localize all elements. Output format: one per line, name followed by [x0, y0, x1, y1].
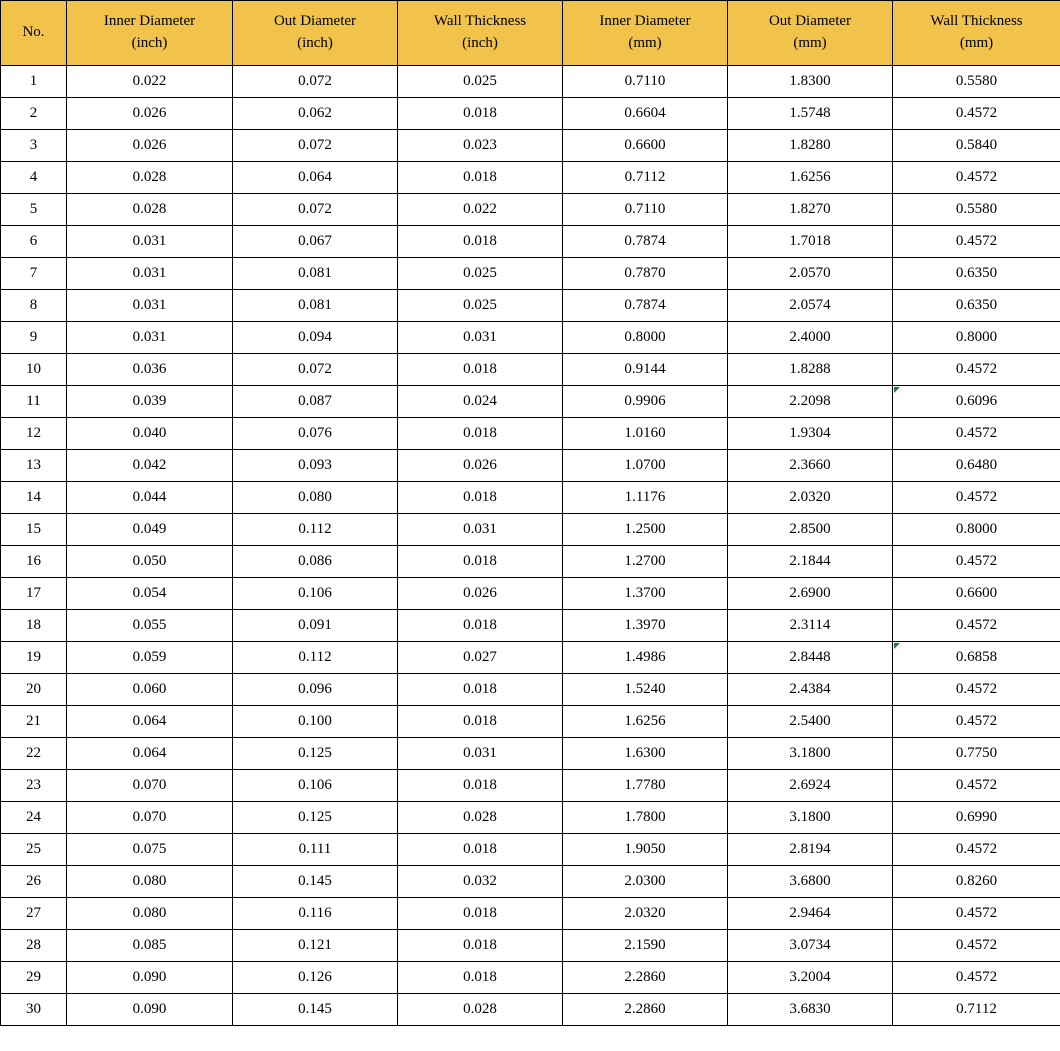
column-header-label: Out Diameter	[273, 13, 357, 30]
column-header-label: Wall Thickness	[433, 13, 527, 30]
value-cell: 0.106	[233, 578, 398, 610]
row-number-cell: 28	[1, 930, 67, 962]
column-header-label: No.	[22, 24, 45, 41]
row-number-cell: 7	[1, 258, 67, 290]
value-cell: 0.072	[233, 66, 398, 98]
table-row	[1, 834, 1060, 866]
value-cell: 0.7112	[563, 162, 728, 194]
value-cell: 0.093	[233, 450, 398, 482]
value-cell: 0.064	[67, 706, 233, 738]
table-row	[1, 962, 1060, 994]
row-number-cell: 22	[1, 738, 67, 770]
value-cell: 0.018	[398, 226, 563, 258]
value-cell: 0.044	[67, 482, 233, 514]
value-cell: 2.0320	[728, 482, 893, 514]
value-cell: 0.050	[67, 546, 233, 578]
value-cell: 2.9464	[728, 898, 893, 930]
value-cell: 0.126	[233, 962, 398, 994]
value-cell: 0.4572	[893, 482, 1060, 514]
value-cell: 0.031	[67, 258, 233, 290]
value-cell: 1.0700	[563, 450, 728, 482]
value-cell: 0.6600	[563, 130, 728, 162]
value-cell: 0.022	[398, 194, 563, 226]
value-cell: 0.018	[398, 674, 563, 706]
value-cell: 1.6256	[728, 162, 893, 194]
value-cell: 1.8270	[728, 194, 893, 226]
value-cell: 0.028	[398, 802, 563, 834]
value-cell: 0.031	[398, 738, 563, 770]
column-header-no	[1, 1, 67, 66]
value-cell: 2.3114	[728, 610, 893, 642]
value-cell: 0.8000	[563, 322, 728, 354]
value-cell: 0.4572	[893, 546, 1060, 578]
value-cell: 1.6256	[563, 706, 728, 738]
column-header-unit: (inch)	[131, 35, 168, 51]
value-cell: 1.5748	[728, 98, 893, 130]
table-row	[1, 546, 1060, 578]
value-cell: 0.080	[67, 898, 233, 930]
column-header-unit: (inch)	[297, 35, 333, 51]
row-number-cell: 15	[1, 514, 67, 546]
value-cell: 0.6480	[893, 450, 1060, 482]
value-cell: 0.036	[67, 354, 233, 386]
table-row	[1, 770, 1060, 802]
column-header-out-diameter-mm	[728, 1, 893, 66]
value-cell: 2.4000	[728, 322, 893, 354]
value-cell: 0.075	[67, 834, 233, 866]
value-cell: 0.042	[67, 450, 233, 482]
row-number-cell: 10	[1, 354, 67, 386]
value-cell: 0.018	[398, 834, 563, 866]
row-number-cell: 1	[1, 66, 67, 98]
value-cell: 3.6800	[728, 866, 893, 898]
value-cell: 0.4572	[893, 98, 1060, 130]
value-cell: 0.067	[233, 226, 398, 258]
value-cell: 3.6830	[728, 994, 893, 1026]
value-cell: 1.7800	[563, 802, 728, 834]
table-row	[1, 130, 1060, 162]
value-cell: 0.031	[398, 322, 563, 354]
table-row	[1, 802, 1060, 834]
value-cell: 0.072	[233, 194, 398, 226]
value-cell: 0.022	[67, 66, 233, 98]
value-cell: 0.7112	[893, 994, 1060, 1026]
value-cell: 0.039	[67, 386, 233, 418]
table-row	[1, 514, 1060, 546]
value-cell: 2.2098	[728, 386, 893, 418]
value-cell: 1.0160	[563, 418, 728, 450]
value-cell: 0.086	[233, 546, 398, 578]
value-cell: 0.055	[67, 610, 233, 642]
value-cell: 0.025	[398, 258, 563, 290]
value-cell: 1.3700	[563, 578, 728, 610]
value-cell: 2.6924	[728, 770, 893, 802]
value-cell: 0.054	[67, 578, 233, 610]
table-row	[1, 578, 1060, 610]
value-cell: 0.081	[233, 258, 398, 290]
value-cell: 2.3660	[728, 450, 893, 482]
row-number-cell: 3	[1, 130, 67, 162]
value-cell: 0.4572	[893, 162, 1060, 194]
value-cell: 0.145	[233, 866, 398, 898]
value-cell: 0.026	[398, 578, 563, 610]
table-row	[1, 898, 1060, 930]
value-cell: 0.090	[67, 962, 233, 994]
value-cell: 0.059	[67, 642, 233, 674]
value-cell: 0.018	[398, 546, 563, 578]
value-cell: 0.125	[233, 802, 398, 834]
value-cell: 0.8000	[893, 514, 1060, 546]
value-cell: 0.076	[233, 418, 398, 450]
value-cell: 0.6600	[893, 578, 1060, 610]
value-cell: 0.040	[67, 418, 233, 450]
header-row	[1, 1, 1060, 66]
value-cell: 0.7110	[563, 66, 728, 98]
table-row	[1, 674, 1060, 706]
value-cell: 0.031	[398, 514, 563, 546]
value-cell: 0.031	[67, 290, 233, 322]
value-cell: 0.6096	[893, 386, 1060, 418]
value-cell: 1.5240	[563, 674, 728, 706]
column-header-label: Inner Diameter	[103, 13, 196, 30]
column-header-unit: (inch)	[462, 35, 498, 51]
row-number-cell: 12	[1, 418, 67, 450]
value-cell: 0.4572	[893, 354, 1060, 386]
value-cell: 0.6990	[893, 802, 1060, 834]
value-cell: 0.026	[67, 98, 233, 130]
value-cell: 1.9304	[728, 418, 893, 450]
value-cell: 3.1800	[728, 802, 893, 834]
value-cell: 0.5580	[893, 66, 1060, 98]
value-cell: 2.5400	[728, 706, 893, 738]
row-number-cell: 30	[1, 994, 67, 1026]
value-cell: 2.0300	[563, 866, 728, 898]
value-cell: 0.111	[233, 834, 398, 866]
table-row	[1, 162, 1060, 194]
table-row	[1, 642, 1060, 674]
table-row	[1, 66, 1060, 98]
table-row	[1, 322, 1060, 354]
value-cell: 0.018	[398, 610, 563, 642]
value-cell: 0.7870	[563, 258, 728, 290]
value-cell: 0.4572	[893, 674, 1060, 706]
value-cell: 0.7110	[563, 194, 728, 226]
value-cell: 0.4572	[893, 834, 1060, 866]
value-cell: 0.094	[233, 322, 398, 354]
value-cell: 0.018	[398, 770, 563, 802]
value-cell: 1.8288	[728, 354, 893, 386]
value-cell: 1.7780	[563, 770, 728, 802]
table-row	[1, 482, 1060, 514]
value-cell: 0.4572	[893, 930, 1060, 962]
value-cell: 0.018	[398, 930, 563, 962]
value-cell: 2.0570	[728, 258, 893, 290]
column-header-unit: (mm)	[959, 35, 994, 51]
value-cell: 0.091	[233, 610, 398, 642]
table-row	[1, 418, 1060, 450]
value-cell: 3.0734	[728, 930, 893, 962]
row-number-cell: 9	[1, 322, 67, 354]
table-row	[1, 226, 1060, 258]
value-cell: 0.018	[398, 418, 563, 450]
row-number-cell: 29	[1, 962, 67, 994]
value-cell: 0.4572	[893, 610, 1060, 642]
table-row	[1, 994, 1060, 1026]
value-cell: 0.028	[398, 994, 563, 1026]
value-cell: 0.6350	[893, 290, 1060, 322]
row-number-cell: 14	[1, 482, 67, 514]
value-cell: 0.018	[398, 162, 563, 194]
row-number-cell: 8	[1, 290, 67, 322]
value-cell: 0.072	[233, 130, 398, 162]
value-cell: 0.062	[233, 98, 398, 130]
value-cell: 0.064	[67, 738, 233, 770]
row-number-cell: 20	[1, 674, 67, 706]
value-cell: 0.028	[67, 162, 233, 194]
value-cell: 2.8448	[728, 642, 893, 674]
value-cell: 0.100	[233, 706, 398, 738]
value-cell: 0.8000	[893, 322, 1060, 354]
table-row	[1, 386, 1060, 418]
value-cell: 2.1844	[728, 546, 893, 578]
value-cell: 0.6604	[563, 98, 728, 130]
value-cell: 0.116	[233, 898, 398, 930]
row-number-cell: 27	[1, 898, 67, 930]
table-header	[1, 1, 1060, 66]
value-cell: 0.018	[398, 962, 563, 994]
value-cell: 2.8500	[728, 514, 893, 546]
value-cell: 0.6858	[893, 642, 1060, 674]
column-header-out-diameter-inch	[233, 1, 398, 66]
table-row	[1, 354, 1060, 386]
value-cell: 0.9144	[563, 354, 728, 386]
table-row	[1, 866, 1060, 898]
value-cell: 0.025	[398, 290, 563, 322]
row-number-cell: 17	[1, 578, 67, 610]
value-cell: 0.7750	[893, 738, 1060, 770]
value-cell: 2.8194	[728, 834, 893, 866]
value-cell: 1.2700	[563, 546, 728, 578]
row-number-cell: 18	[1, 610, 67, 642]
value-cell: 0.4572	[893, 706, 1060, 738]
row-number-cell: 13	[1, 450, 67, 482]
value-cell: 0.032	[398, 866, 563, 898]
value-cell: 0.026	[398, 450, 563, 482]
value-cell: 0.024	[398, 386, 563, 418]
value-cell: 0.8260	[893, 866, 1060, 898]
value-cell: 1.1176	[563, 482, 728, 514]
value-cell: 0.028	[67, 194, 233, 226]
value-cell: 0.7874	[563, 290, 728, 322]
value-cell: 0.4572	[893, 770, 1060, 802]
table-row	[1, 98, 1060, 130]
value-cell: 0.087	[233, 386, 398, 418]
value-cell: 0.031	[67, 226, 233, 258]
value-cell: 0.145	[233, 994, 398, 1026]
value-cell: 0.018	[398, 706, 563, 738]
row-number-cell: 6	[1, 226, 67, 258]
value-cell: 1.2500	[563, 514, 728, 546]
value-cell: 2.4384	[728, 674, 893, 706]
value-cell: 0.106	[233, 770, 398, 802]
value-cell: 0.7874	[563, 226, 728, 258]
value-cell: 2.0574	[728, 290, 893, 322]
value-cell: 0.031	[67, 322, 233, 354]
value-cell: 0.4572	[893, 226, 1060, 258]
value-cell: 2.6900	[728, 578, 893, 610]
value-cell: 0.080	[67, 866, 233, 898]
table-row	[1, 258, 1060, 290]
value-cell: 0.5840	[893, 130, 1060, 162]
value-cell: 0.9906	[563, 386, 728, 418]
value-cell: 3.1800	[728, 738, 893, 770]
column-header-inner-diameter-mm	[563, 1, 728, 66]
value-cell: 0.018	[398, 354, 563, 386]
value-cell: 0.018	[398, 482, 563, 514]
value-cell: 0.025	[398, 66, 563, 98]
row-number-cell: 25	[1, 834, 67, 866]
column-header-wall-thickness-inch	[398, 1, 563, 66]
row-number-cell: 11	[1, 386, 67, 418]
value-cell: 2.0320	[563, 898, 728, 930]
row-number-cell: 16	[1, 546, 67, 578]
value-cell: 0.027	[398, 642, 563, 674]
table-row	[1, 290, 1060, 322]
table-row	[1, 738, 1060, 770]
value-cell: 0.064	[233, 162, 398, 194]
value-cell: 0.072	[233, 354, 398, 386]
value-cell: 0.5580	[893, 194, 1060, 226]
row-number-cell: 5	[1, 194, 67, 226]
value-cell: 0.080	[233, 482, 398, 514]
value-cell: 0.121	[233, 930, 398, 962]
value-cell: 0.090	[67, 994, 233, 1026]
table-body	[1, 66, 1060, 1026]
value-cell: 1.4986	[563, 642, 728, 674]
value-cell: 0.070	[67, 802, 233, 834]
value-cell: 0.096	[233, 674, 398, 706]
value-cell: 1.9050	[563, 834, 728, 866]
value-cell: 0.023	[398, 130, 563, 162]
row-number-cell: 2	[1, 98, 67, 130]
value-cell: 0.018	[398, 898, 563, 930]
row-number-cell: 26	[1, 866, 67, 898]
value-cell: 0.112	[233, 514, 398, 546]
value-cell: 1.8280	[728, 130, 893, 162]
value-cell: 0.026	[67, 130, 233, 162]
value-cell: 0.4572	[893, 962, 1060, 994]
table-row	[1, 450, 1060, 482]
column-header-wall-thickness-mm	[893, 1, 1060, 66]
value-cell: 1.3970	[563, 610, 728, 642]
value-cell: 2.1590	[563, 930, 728, 962]
value-cell: 2.2860	[563, 962, 728, 994]
value-cell: 0.4572	[893, 898, 1060, 930]
table-row	[1, 194, 1060, 226]
value-cell: 0.085	[67, 930, 233, 962]
value-cell: 0.060	[67, 674, 233, 706]
row-number-cell: 23	[1, 770, 67, 802]
value-cell: 0.081	[233, 290, 398, 322]
column-header-label: Inner Diameter	[599, 13, 691, 30]
value-cell: 0.4572	[893, 418, 1060, 450]
table-row	[1, 930, 1060, 962]
column-header-inner-diameter-inch	[67, 1, 233, 66]
row-number-cell: 21	[1, 706, 67, 738]
value-cell: 0.018	[398, 98, 563, 130]
value-cell: 3.2004	[728, 962, 893, 994]
column-header-unit: (mm)	[628, 35, 662, 51]
value-cell: 0.125	[233, 738, 398, 770]
value-cell: 0.070	[67, 770, 233, 802]
table-row	[1, 610, 1060, 642]
value-cell: 0.6350	[893, 258, 1060, 290]
row-number-cell: 4	[1, 162, 67, 194]
column-header-label: Wall Thickness	[930, 13, 1023, 30]
value-cell: 1.8300	[728, 66, 893, 98]
column-header-label: Out Diameter	[768, 13, 852, 30]
row-number-cell: 24	[1, 802, 67, 834]
value-cell: 2.2860	[563, 994, 728, 1026]
column-header-unit: (mm)	[793, 35, 827, 51]
value-cell: 0.049	[67, 514, 233, 546]
row-number-cell: 19	[1, 642, 67, 674]
value-cell: 1.6300	[563, 738, 728, 770]
value-cell: 0.112	[233, 642, 398, 674]
value-cell: 1.7018	[728, 226, 893, 258]
table-row	[1, 706, 1060, 738]
